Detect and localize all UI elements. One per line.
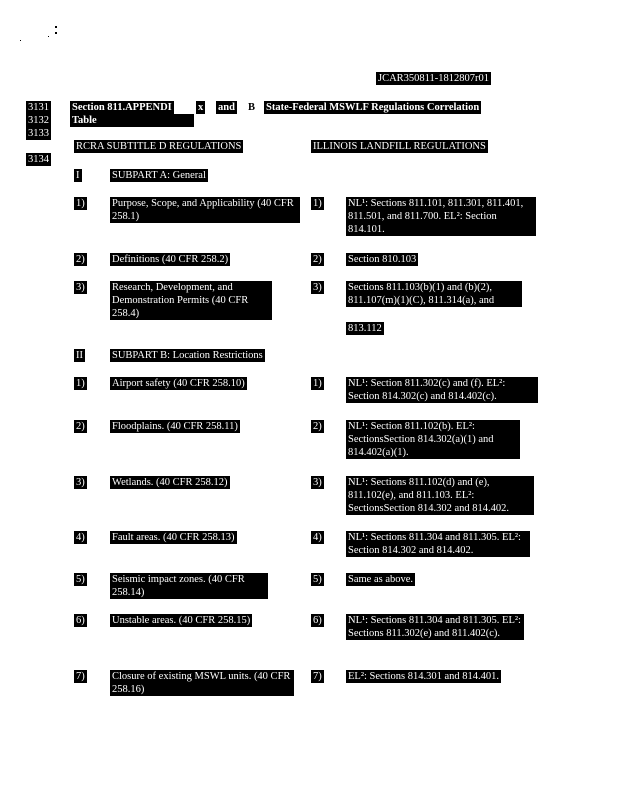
row-right-text: NL¹: Sections 811.101, 811.301, 811.401, 811.501, and 811.700. EL²: Section 814.101. xyxy=(346,197,536,236)
line-number: 3133 xyxy=(28,128,49,139)
row-left-text: Definitions (40 CFR 258.2) xyxy=(112,254,229,265)
row-right-text: Same as above. xyxy=(348,574,414,585)
row-left-number: 5) xyxy=(76,574,85,585)
heading-title-line2: Table xyxy=(70,114,194,127)
scan-speck xyxy=(20,40,21,41)
row-right-number: 3) xyxy=(313,282,322,293)
row-right-text: NL¹: Section 811.102(b). EL²: SectionsSection 814.302(a)(1) and 814.402(a)(1). xyxy=(346,420,520,459)
line-number: 3132 xyxy=(28,115,49,126)
row-left-number: 7) xyxy=(76,671,85,682)
row-left-number: 6) xyxy=(76,615,85,626)
column-header-left: RCRA SUBTITLE D REGULATIONS xyxy=(76,141,242,152)
row-right-text: Section 810.103 xyxy=(348,254,417,265)
row-left-number: 2) xyxy=(76,421,85,432)
row-left-text: Closure of existing MSWL units. (40 CFR 258.16) xyxy=(110,670,294,696)
scan-speck xyxy=(48,36,49,37)
subpart-title: SUBPART B: Location Restrictions xyxy=(112,350,263,361)
subpart-number: II xyxy=(76,350,83,361)
line-number: 3134 xyxy=(28,154,49,165)
line-number: 3131 xyxy=(28,102,49,113)
row-left-number: 1) xyxy=(76,198,85,209)
row-right-text-continued: 813.112 xyxy=(348,323,382,334)
row-left-text: Fault areas. (40 CFR 258.13) xyxy=(112,532,235,543)
row-left-number: 2) xyxy=(76,254,85,265)
scan-speck xyxy=(55,26,57,28)
row-left-text: Research, Development, and Demonstration Permits (40 CFR 258.4) xyxy=(110,281,272,320)
heading-fragment: x xyxy=(198,102,204,113)
row-right-number: 6) xyxy=(313,615,322,626)
heading-section: Section 811.APPENDI xyxy=(72,102,172,113)
subpart-title: SUBPART A: General xyxy=(112,170,206,181)
heading-title: State-Federal MSWLF Regulations Correlation xyxy=(266,102,480,113)
row-right-number: 5) xyxy=(313,574,322,585)
document-id: JCAR350811-1812807r01 xyxy=(378,73,490,84)
row-left-number: 1) xyxy=(76,378,85,389)
scan-speck xyxy=(55,32,57,34)
row-right-number: 1) xyxy=(313,198,322,209)
row-right-number: 1) xyxy=(313,378,322,389)
row-right-number: 7) xyxy=(313,671,322,682)
heading-fragment: and xyxy=(218,102,235,113)
subpart-number: I xyxy=(76,170,80,181)
row-right-number: 2) xyxy=(313,421,322,432)
row-left-number: 4) xyxy=(76,532,85,543)
row-right-text: NL¹: Sections 811.304 and 811.305. EL²: Section 814.302 and 814.402. xyxy=(346,531,530,557)
heading-fragment: B xyxy=(248,102,256,113)
column-header-right: ILLINOIS LANDFILL REGULATIONS xyxy=(313,141,486,152)
row-right-number: 3) xyxy=(313,477,322,488)
row-right-text: NL¹: Sections 811.304 and 811.305. EL²: Sections 811.302(e) and 811.402(c). xyxy=(346,614,524,640)
row-right-number: 4) xyxy=(313,532,322,543)
row-left-number: 3) xyxy=(76,282,85,293)
row-right-text: NL¹: Sections 811.102(d) and (e), 811.102(e), and 811.103. EL²: SectionsSection 814.302 and 814.402. xyxy=(346,476,534,515)
row-right-text: Sections 811.103(b)(1) and (b)(2), 811.107(m)(1)(C), 811.314(a), and xyxy=(346,281,522,307)
row-left-text: Floodplains. (40 CFR 258.11) xyxy=(112,421,238,432)
row-left-text: Unstable areas. (40 CFR 258.15) xyxy=(112,615,251,626)
row-left-number: 3) xyxy=(76,477,85,488)
row-left-text: Airport safety (40 CFR 258.10) xyxy=(112,378,245,389)
row-right-number: 2) xyxy=(313,254,322,265)
row-right-text: EL²: Sections 814.301 and 814.401. xyxy=(348,671,500,682)
row-left-text: Wetlands. (40 CFR 258.12) xyxy=(112,477,228,488)
row-left-text: Purpose, Scope, and Applicability (40 CFR 258.1) xyxy=(110,197,300,223)
row-right-text: NL¹: Section 811.302(c) and (f). EL²: Section 814.302(c) and 814.402(c). xyxy=(346,377,538,403)
row-left-text: Seismic impact zones. (40 CFR 258.14) xyxy=(110,573,268,599)
